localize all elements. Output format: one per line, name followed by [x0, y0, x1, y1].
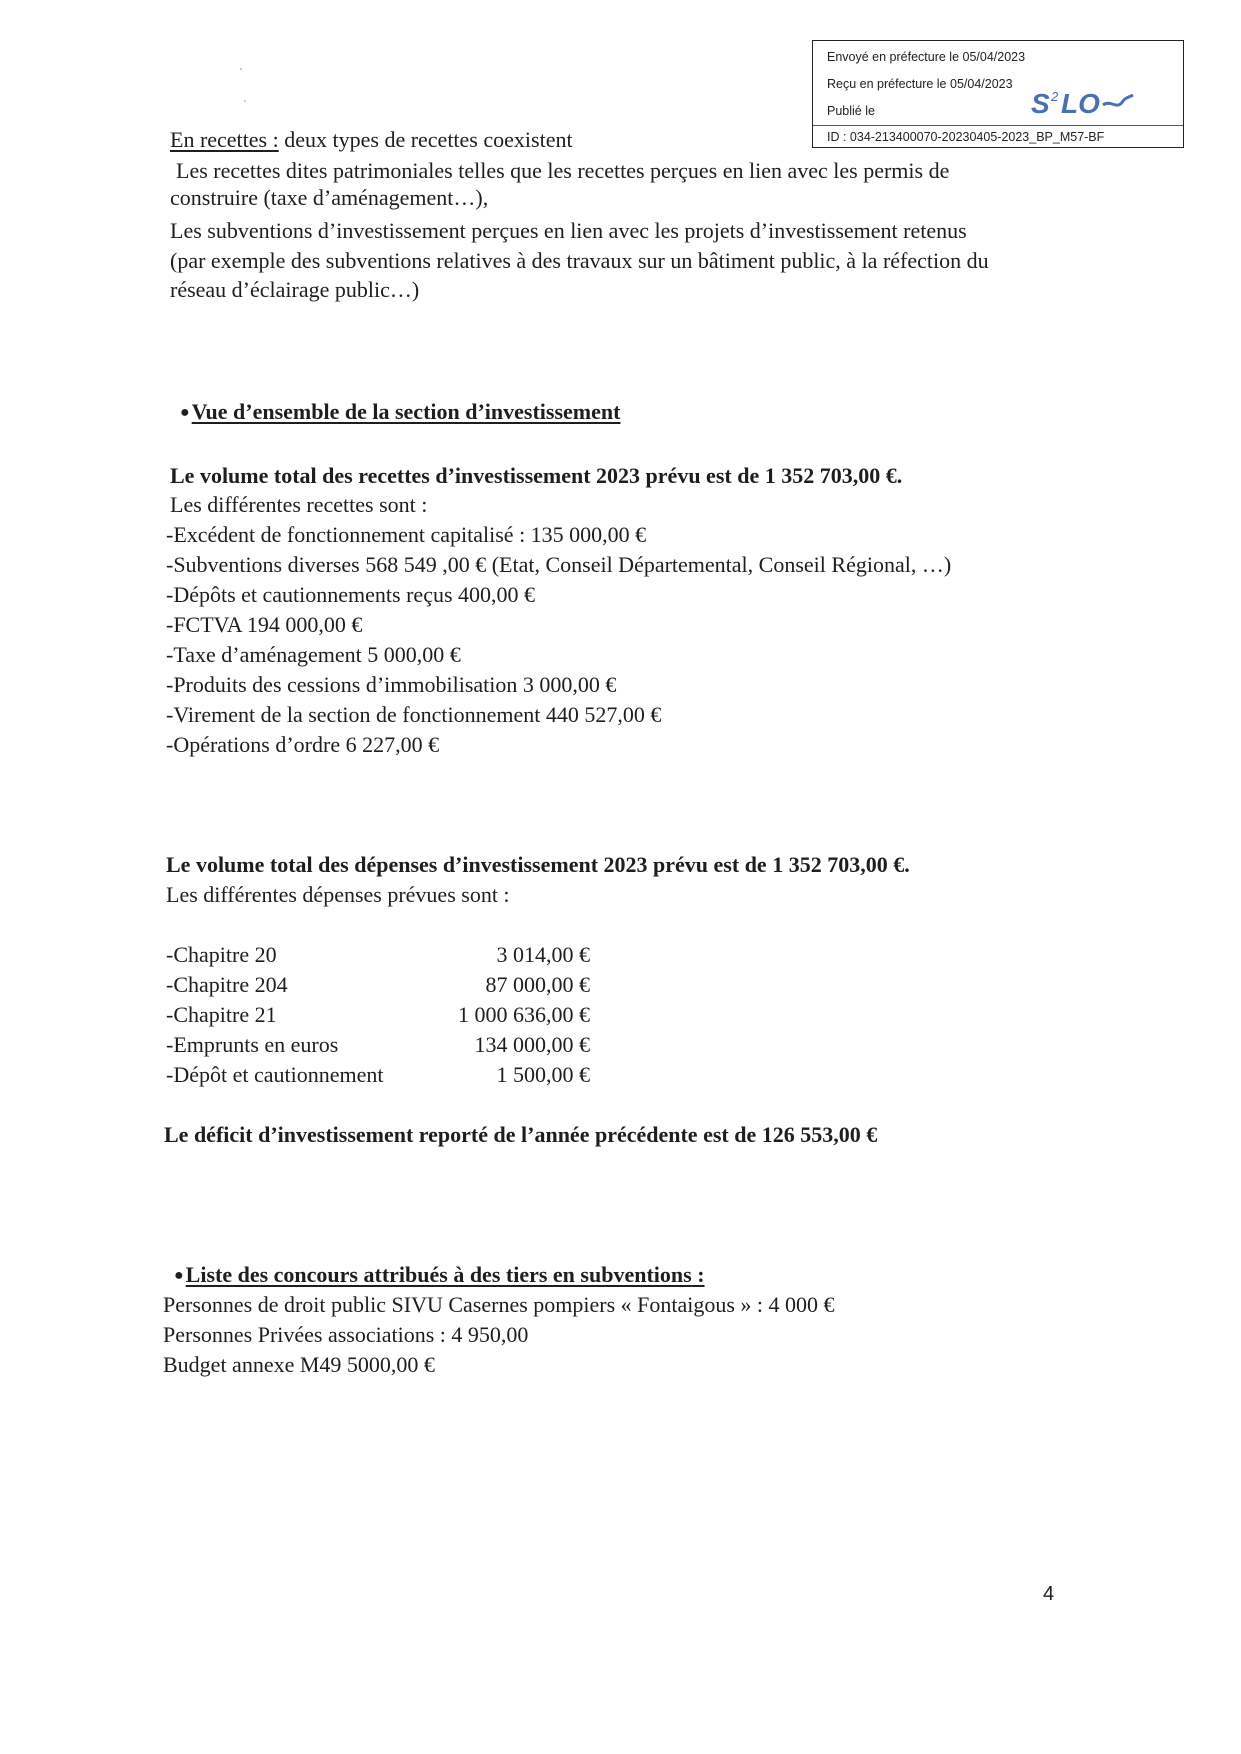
recette-item: -Taxe d’aménagement 5 000,00 €: [166, 642, 461, 667]
stamp-id: ID : 034-213400070-20230405-2023_BP_M57-BF: [827, 130, 1105, 144]
recette-item: -Excédent de fonctionnement capitalisé : 135 000,00 €: [166, 522, 647, 547]
recette-item: -Produits des cessions d’immobilisation 3 000,00 €: [166, 672, 617, 697]
recette-item: -FCTVA 194 000,00 €: [166, 612, 363, 637]
prefecture-stamp: [812, 40, 1184, 148]
depense-row: [166, 1061, 590, 1089]
stamp-sent-date: Envoyé en préfecture le 05/04/2023: [827, 50, 1026, 64]
concours-item: Personnes de droit public SIVU Casernes pompiers « Fontaigous » : 4 000 €: [163, 1292, 835, 1317]
depense-label: -Chapitre 20: [166, 942, 277, 967]
concours-title-suffix: :: [691, 1262, 705, 1287]
concours-item: Budget annexe M49 5000,00 €: [163, 1352, 435, 1377]
depense-row: [166, 1001, 590, 1029]
paragraph-line: Les subventions d’investissement perçues en lien avec les projets d’investissement retenus: [170, 218, 967, 243]
paragraph-line: Les recettes dites patrimoniales telles que les recettes perçues en lien avec les permis de: [176, 158, 950, 183]
stamp-received-date: Reçu en préfecture le 05/04/2023: [827, 77, 1013, 91]
depense-row: [166, 971, 590, 999]
svg-text:S: S: [1031, 88, 1050, 119]
scan-speck: [240, 68, 242, 70]
depense-row: [166, 1031, 590, 1059]
bullet-icon: ●: [180, 404, 190, 421]
stamp-divider: [813, 125, 1183, 126]
svg-text:LO: LO: [1061, 88, 1100, 119]
paragraph-line: construire (taxe d’aménagement…),: [170, 185, 489, 210]
section-title: Vue d’ensemble de la section d’investissement: [191, 399, 621, 424]
recettes-intro-line: [170, 126, 573, 154]
svg-text:2: 2: [1051, 89, 1059, 104]
depense-label: -Chapitre 204: [166, 972, 288, 997]
paragraph-line: (par exemple des subventions relatives à des travaux sur un bâtiment public, à la réfection du: [170, 248, 989, 273]
depense-label: -Emprunts en euros: [166, 1032, 339, 1057]
concours-item: Personnes Privées associations : 4 950,00: [163, 1322, 529, 1347]
page-number: 4: [1043, 1583, 1055, 1605]
depense-amount: 1 000 636,00 €: [458, 1002, 590, 1027]
depense-label: -Dépôt et cautionnement: [166, 1062, 384, 1087]
depense-amount: 87 000,00 €: [485, 972, 590, 997]
depense-row: [166, 941, 590, 969]
s2lo-logo: [1027, 85, 1137, 121]
recettes-label: En recettes :: [170, 127, 279, 152]
section-heading-concours: [174, 1261, 705, 1292]
recettes-intro: Les différentes recettes sont :: [170, 492, 428, 517]
scan-speck: [244, 100, 246, 102]
depense-label: -Chapitre 21: [166, 1002, 277, 1027]
section-heading-investissement: [180, 398, 620, 429]
recette-item: -Dépôts et cautionnements reçus 400,00 €: [166, 582, 536, 607]
depense-amount: 3 014,00 €: [496, 942, 590, 967]
deficit-statement: Le déficit d’investissement reporté de l’année précédente est de 126 553,00 €: [164, 1122, 878, 1147]
paragraph-line: réseau d’éclairage public…): [170, 277, 420, 302]
recettes-intro-text: deux types de recettes coexistent: [278, 127, 573, 152]
recette-item: -Subventions diverses 568 549 ,00 € (Etat, Conseil Départemental, Conseil Régional, …): [166, 552, 952, 577]
depenses-total: Le volume total des dépenses d’investissement 2023 prévu est de 1 352 703,00 €.: [166, 852, 910, 877]
concours-title-text: Liste des concours attribués à des tiers en subventions: [185, 1262, 692, 1287]
recettes-total: Le volume total des recettes d’investissement 2023 prévu est de 1 352 703,00 €.: [170, 463, 903, 488]
depense-amount: 1 500,00 €: [496, 1062, 590, 1087]
recette-item: -Virement de la section de fonctionnement 440 527,00 €: [166, 702, 662, 727]
depenses-intro: Les différentes dépenses prévues sont :: [166, 882, 510, 907]
depense-amount: 134 000,00 €: [474, 1032, 590, 1057]
recette-item: -Opérations d’ordre 6 227,00 €: [166, 732, 440, 757]
stamp-published: Publié le: [827, 104, 875, 118]
concours-title: [186, 1262, 705, 1287]
bullet-icon: ●: [174, 1267, 184, 1284]
